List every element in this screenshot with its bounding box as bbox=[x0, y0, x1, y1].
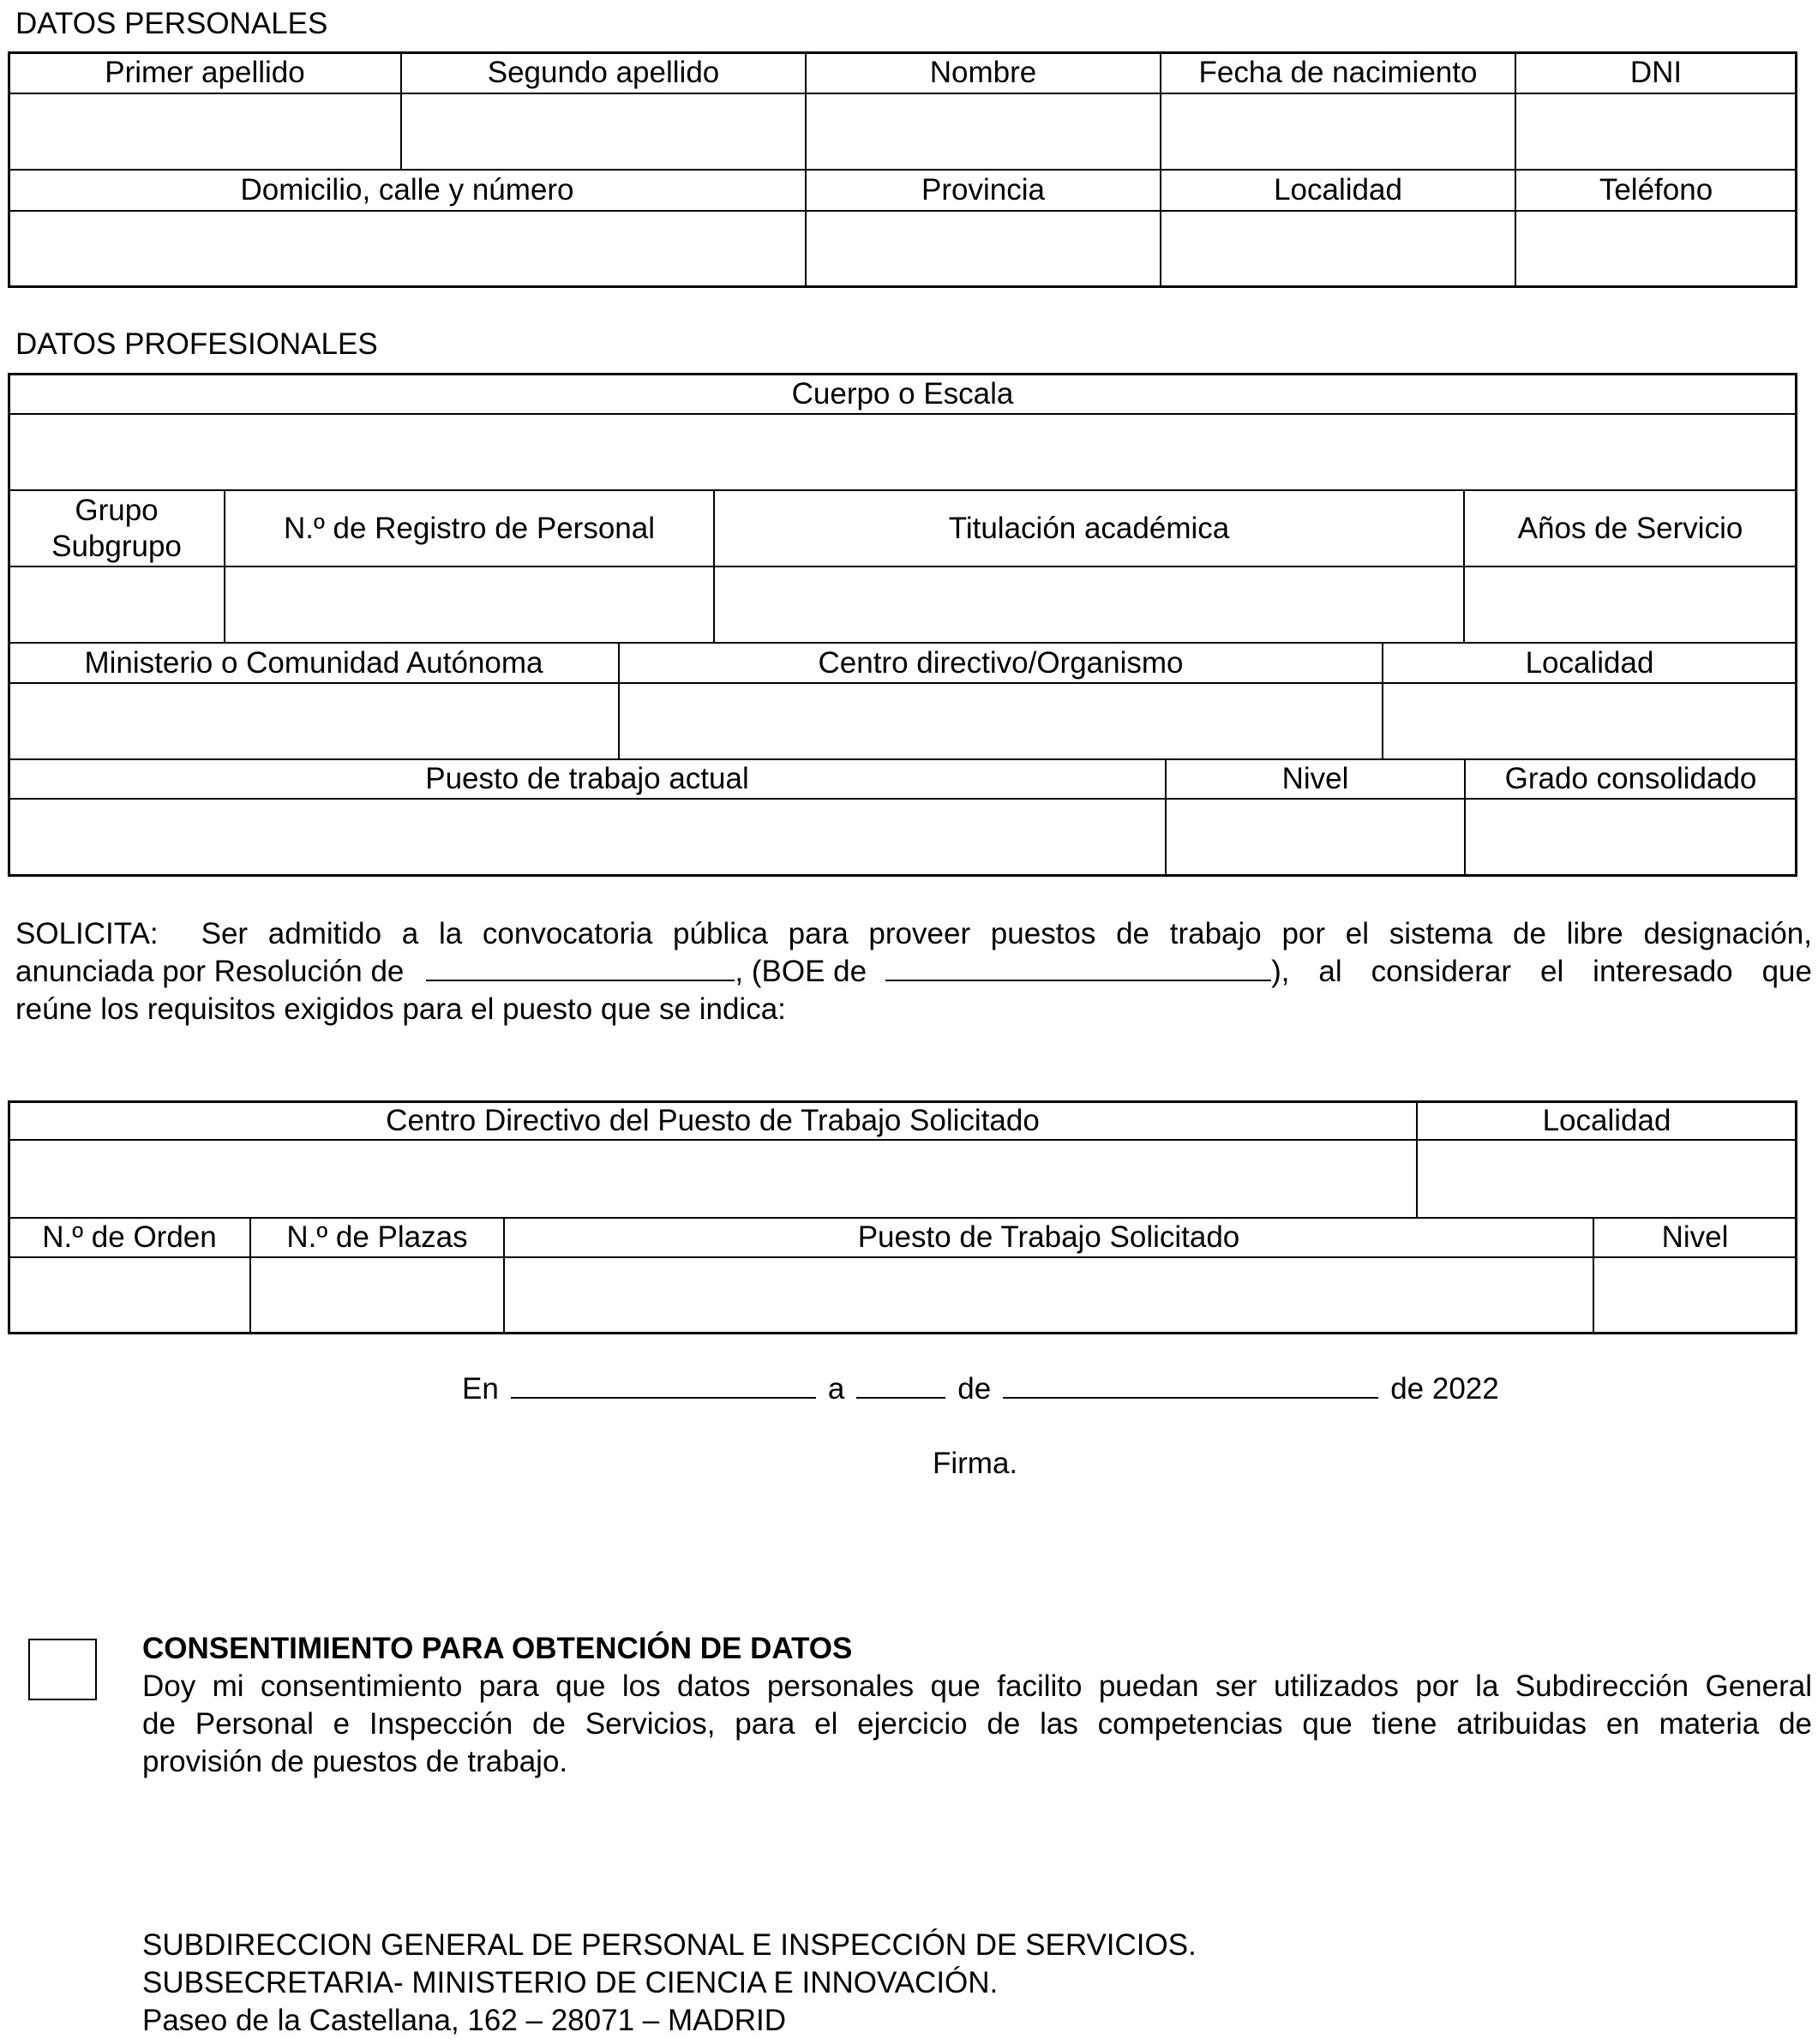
ministerio-field[interactable] bbox=[9, 684, 618, 758]
nivel-actual-label: Nivel bbox=[1281, 762, 1349, 795]
grupo-subgrupo-field[interactable] bbox=[9, 567, 224, 642]
date-year-label: de 2022 bbox=[1390, 1372, 1499, 1406]
grupo-subgrupo-label bbox=[9, 491, 224, 566]
subgrupo-label: Subgrupo bbox=[51, 529, 182, 563]
city-blank[interactable] bbox=[511, 1371, 816, 1399]
cuerpo-escala-field[interactable] bbox=[9, 415, 1796, 489]
centro-directivo-label: Centro directivo/Organismo bbox=[818, 645, 1184, 680]
solicita-text-3: reúne los requisitos exigidos para el puesto que se indica: bbox=[15, 992, 786, 1026]
footer-address: Paseo de la Castellana, 162 – 28071 – MADRID bbox=[142, 2004, 787, 2037]
solicita-paragraph bbox=[15, 915, 1812, 1028]
numero-orden-field[interactable] bbox=[9, 1258, 249, 1333]
date-line bbox=[462, 1371, 1499, 1406]
date-de-label: de bbox=[957, 1372, 992, 1406]
telefono-label: Teléfono bbox=[1599, 173, 1713, 207]
primer-apellido-field[interactable] bbox=[9, 94, 400, 169]
boe-date-blank[interactable] bbox=[885, 954, 1271, 981]
grado-consolidado-field[interactable] bbox=[1466, 800, 1796, 875]
titulacion-field[interactable] bbox=[715, 567, 1463, 642]
telefono-field[interactable] bbox=[1516, 212, 1796, 286]
nivel-solicitado-label: Nivel bbox=[1661, 1220, 1729, 1254]
provincia-field[interactable] bbox=[807, 212, 1160, 286]
consent-text-3: provisión de puestos de trabajo. bbox=[142, 1745, 568, 1778]
domicilio-label: Domicilio, calle y número bbox=[240, 173, 574, 207]
nivel-actual-field[interactable] bbox=[1167, 800, 1464, 875]
grado-consolidado-label: Grado consolidado bbox=[1504, 762, 1757, 795]
date-en-label: En bbox=[462, 1372, 499, 1406]
localidad-profesional-field[interactable] bbox=[1383, 684, 1796, 758]
puesto-actual-field[interactable] bbox=[9, 800, 1165, 875]
consent-text-2: de Personal e Inspección de Servicios, para el ejercicio de las competencias que tiene atribuidas en materia de bbox=[142, 1707, 1812, 1741]
grupo-label: Grupo bbox=[75, 493, 159, 527]
footer-line-1: SUBDIRECCION GENERAL DE PERSONAL E INSPECCIÓN DE SERVICIOS. bbox=[142, 1928, 1197, 1962]
dni-label: DNI bbox=[1629, 56, 1683, 89]
titulacion-label: Titulación académica bbox=[948, 511, 1230, 545]
professional-section-heading: DATOS PROFESIONALES bbox=[15, 327, 378, 361]
consent-text-1: Doy mi consentimiento para que los datos personales que facilito puedan ser utilizados por la Subdirección General bbox=[142, 1669, 1812, 1703]
localidad-profesional-label: Localidad bbox=[1525, 645, 1654, 680]
nivel-solicitado-field[interactable] bbox=[1594, 1258, 1796, 1333]
primer-apellido-label: Primer apellido bbox=[105, 56, 305, 89]
segundo-apellido-field[interactable] bbox=[402, 94, 805, 169]
fecha-nacimiento-field[interactable] bbox=[1161, 94, 1515, 169]
numero-plazas-label: N.º de Plazas bbox=[286, 1220, 468, 1254]
centro-directivo-field[interactable] bbox=[620, 684, 1382, 758]
consent-checkbox[interactable] bbox=[28, 1639, 97, 1700]
date-a-label: a bbox=[827, 1372, 845, 1406]
ministerio-label: Ministerio o Comunidad Autónoma bbox=[84, 645, 543, 680]
nombre-field[interactable] bbox=[807, 94, 1160, 169]
fecha-nacimiento-label: Fecha de nacimiento bbox=[1198, 56, 1478, 89]
dni-field[interactable] bbox=[1516, 94, 1796, 169]
provincia-label: Provincia bbox=[921, 173, 1045, 207]
solicita-lead: SOLICITA: bbox=[15, 917, 159, 950]
puesto-solicitado-field[interactable] bbox=[505, 1258, 1593, 1333]
domicilio-field[interactable] bbox=[9, 212, 805, 286]
solicita-text-2c: ), al considerar el interesado que bbox=[1271, 955, 1812, 988]
solicita-line-2 bbox=[15, 953, 1812, 991]
solicita-text-1: Ser admitido a la convocatoria pública para proveer puestos de trabajo por el sistema de libre designación, bbox=[201, 917, 1812, 950]
consent-title: CONSENTIMIENTO PARA OBTENCIÓN DE DATOS bbox=[142, 1632, 853, 1665]
puesto-actual-label: Puesto de trabajo actual bbox=[425, 762, 749, 795]
nombre-label: Nombre bbox=[929, 56, 1037, 89]
resolucion-date-blank[interactable] bbox=[426, 954, 735, 981]
footer-line-2: SUBSECRETARIA- MINISTERIO DE CIENCIA E INNOVACIÓN. bbox=[142, 1966, 999, 1999]
centro-solicitado-label: Centro Directivo del Puesto de Trabajo Solicitado bbox=[386, 1103, 1040, 1137]
anos-servicio-field[interactable] bbox=[1465, 567, 1796, 642]
localidad-solicitada-field[interactable] bbox=[1418, 1141, 1796, 1217]
cuerpo-escala-label: Cuerpo o Escala bbox=[791, 376, 1014, 411]
personal-section-heading: DATOS PERSONALES bbox=[15, 7, 328, 40]
month-blank[interactable] bbox=[1003, 1371, 1378, 1399]
puesto-solicitado-label: Puesto de Trabajo Solicitado bbox=[857, 1220, 1240, 1254]
registro-personal-field[interactable] bbox=[225, 567, 713, 642]
numero-orden-label: N.º de Orden bbox=[42, 1220, 217, 1254]
day-blank[interactable] bbox=[856, 1371, 945, 1399]
segundo-apellido-label: Segundo apellido bbox=[487, 56, 720, 89]
anos-servicio-label: Años de Servicio bbox=[1517, 511, 1743, 545]
centro-solicitado-field[interactable] bbox=[9, 1141, 1416, 1217]
solicita-line-1 bbox=[15, 915, 1812, 953]
consent-block bbox=[142, 1630, 1812, 1781]
localidad-field[interactable] bbox=[1161, 212, 1515, 286]
firma-label: Firma. bbox=[933, 1447, 1018, 1480]
solicita-text-2b: , (BOE de bbox=[735, 955, 867, 988]
numero-plazas-field[interactable] bbox=[251, 1258, 503, 1333]
registro-personal-label: N.º de Registro de Personal bbox=[283, 511, 655, 545]
solicita-text-2a: anunciada por Resolución de bbox=[15, 955, 405, 988]
localidad-solicitada-label: Localidad bbox=[1542, 1103, 1671, 1137]
localidad-label: Localidad bbox=[1274, 173, 1402, 207]
